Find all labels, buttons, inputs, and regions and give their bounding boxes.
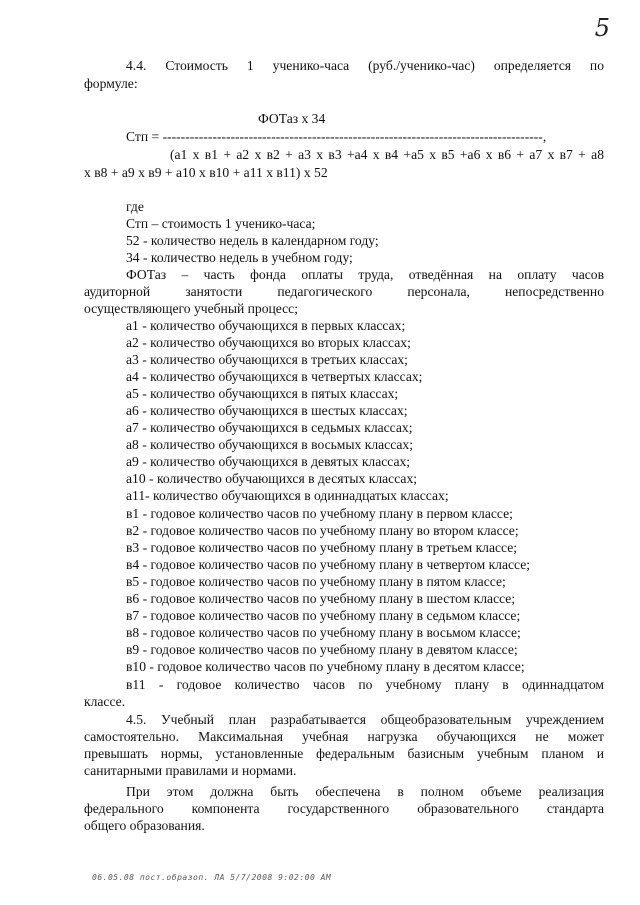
p44-line1: 4.4. Стоимость 1 ученико-часа (руб./ученико-час) определяется по xyxy=(126,58,604,73)
b-item: в6 - годовое количество часов по учебному плану в шестом классе; xyxy=(126,591,516,606)
final-line: федерального компонента государственного образовательного стандарта xyxy=(84,801,604,816)
a-item: а10 - количество обучающихся в десятых классах; xyxy=(126,471,418,486)
p45-line: самостоятельно. Максимальная учебная нагрузка обучающихся не может xyxy=(84,729,604,744)
def-item: 52 - количество недель в календарном году; xyxy=(126,233,379,248)
b-item: в7 - годовое количество часов по учебному плану в седьмом классе; xyxy=(126,608,521,623)
p44-line2: формуле: xyxy=(84,76,138,91)
b-item: в10 - годовое количество часов по учебному плану в десятом классе; xyxy=(126,659,525,674)
b11-line2: классе. xyxy=(84,694,126,709)
b-item: в8 - годовое количество часов по учебному плану в восьмом классе; xyxy=(126,625,521,640)
page-number: 5 xyxy=(594,14,610,42)
b-item: в1 - годовое количество часов по учебному плану в первом классе; xyxy=(126,506,513,521)
b-item: в3 - годовое количество часов по учебному плану в третьем классе; xyxy=(126,540,518,555)
p45-line: 4.5. Учебный план разрабатывается общеобразовательным учреждением xyxy=(126,712,604,727)
formula-denominator-line1: (а1 х в1 + а2 х в2 + а3 х в3 +а4 х в4 +а5 х в5 +а6 х в6 + а7 х в7 + а8 xyxy=(170,147,604,162)
formula-numerator: ФОТаз х 34 xyxy=(258,111,326,126)
a-item: а8 - количество обучающихся в восьмых классах; xyxy=(126,437,414,452)
fot-line1: ФОТаз – часть фонда оплаты труда, отведённая на оплату часов xyxy=(126,267,604,282)
b-item: в2 - годовое количество часов по учебному плану во втором классе; xyxy=(126,523,519,538)
def-item: Стп – стоимость 1 ученико-часа; xyxy=(126,216,316,231)
footer-filename: 06.05.08 пост.образоп. ЛА 5/7/2008 9:02:00 AM xyxy=(92,873,332,882)
p45-line: санитарными правилами и нормами. xyxy=(84,763,297,778)
b-item: в5 - годовое количество часов по учебному плану в пятом классе; xyxy=(126,574,506,589)
a-item: а5 - количество обучающихся в пятых классах; xyxy=(126,386,399,401)
p45-line: превышать нормы, установленные федеральным базисным учебным планом и xyxy=(84,746,604,761)
a-item: а7 - количество обучающихся в седьмых классах; xyxy=(126,420,413,435)
def-item: 34 - количество недель в учебном году; xyxy=(126,250,353,265)
final-line: При этом должна быть обеспечена в полном объеме реализация xyxy=(126,784,604,799)
a-item: а1 - количество обучающихся в первых классах; xyxy=(126,318,406,333)
b11-line1: в11 - годовое количество часов по учебному плану в одиннадцатом xyxy=(126,677,604,692)
final-line: общего образования. xyxy=(84,818,205,833)
a-item: а2 - количество обучающихся во вторых классах; xyxy=(126,335,411,350)
fot-line3: осуществляющего учебный процесс; xyxy=(84,301,298,316)
formula-lhs: Стп = ------------------------------------------------------------------------------------, xyxy=(126,129,547,144)
b-item: в9 - годовое количество часов по учебному плану в девятом классе; xyxy=(126,642,518,657)
a-item: а6 - количество обучающихся в шестых классах; xyxy=(126,403,408,418)
a-item: а9 - количество обучающихся в девятых классах; xyxy=(126,454,411,469)
a-item: а4 - количество обучающихся в четвертых классах; xyxy=(126,369,423,384)
formula-denominator-line2: х в8 + а9 х в9 + а10 х в10 + а11 х в11) х 52 xyxy=(84,165,328,180)
a-item: а11- количество обучающихся в одиннадцатых классах; xyxy=(126,488,449,503)
b-item: в4 - годовое количество часов по учебному плану в четвертом классе; xyxy=(126,557,531,572)
fot-line2: аудиторной занятости педагогического персонала, непосредственно xyxy=(84,284,604,299)
a-item: а3 - количество обучающихся в третьих классах; xyxy=(126,352,408,367)
where-label: где xyxy=(126,199,144,214)
